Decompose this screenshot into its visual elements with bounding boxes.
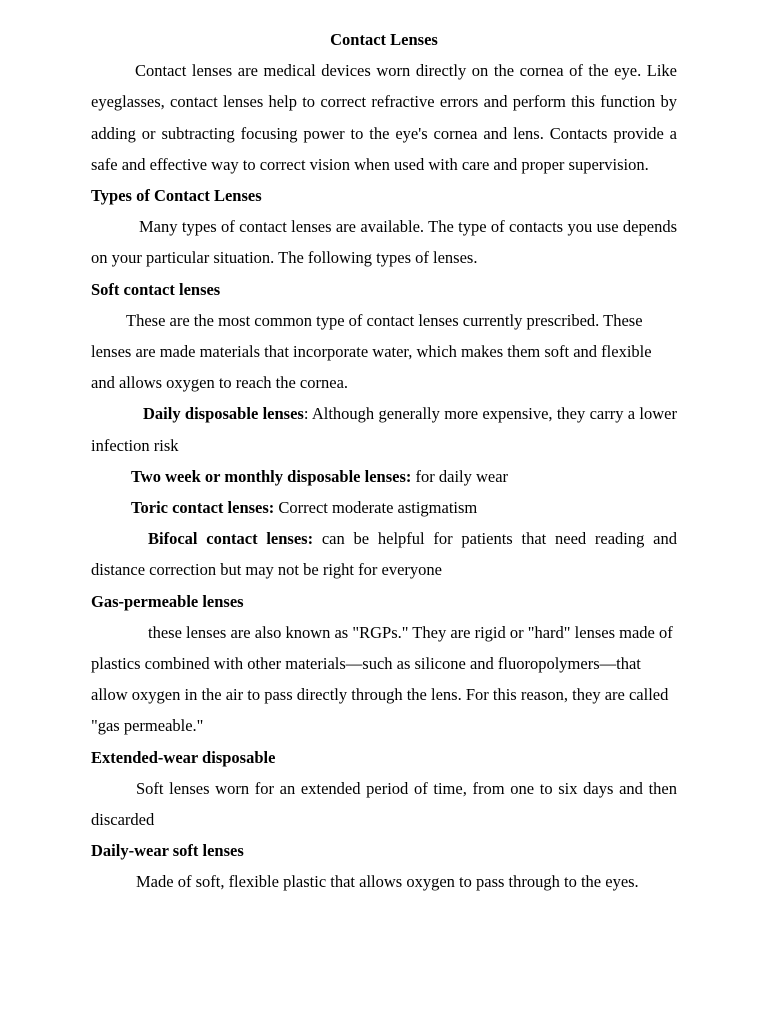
two-week-desc: for daily wear (411, 466, 509, 486)
bifocal-desc: can be helpful for patients that need reading and distance correction but may not be right for everyone (91, 529, 677, 580)
two-week-item (91, 461, 677, 492)
bifocal-item (91, 523, 677, 585)
daily-wear-paragraph: Made of soft, flexible plastic that allows oxygen to pass through to the eyes. (136, 872, 639, 892)
daily-disposable-term: Daily disposable lenses (143, 404, 304, 424)
daily-disposable-desc: : Although generally more expensive, they carry a lower infection risk (91, 404, 677, 455)
toric-item (91, 492, 677, 523)
toric-term: Toric contact lenses: (131, 498, 275, 518)
two-week-term: Two week or monthly disposable lenses: (131, 466, 412, 486)
gas-permeable-heading: Gas-permeable lenses (91, 591, 244, 611)
types-heading: Types of Contact Lenses (91, 186, 262, 206)
intro-paragraph: Contact lenses are medical devices worn directly on the cornea of the eye. Like eyeglasses, contact lenses help to correct refractive errors and perform this function by adding or subtracting focusing power to the eye's cornea and lens. Contacts provide a safe and effective way to correct vision when used with care and proper supervision. (91, 61, 677, 174)
daily-wear-heading: Daily-wear soft lenses (91, 841, 244, 861)
page-title: Contact Lenses (330, 30, 438, 49)
soft-lenses-heading: Soft contact lenses (91, 279, 221, 299)
extended-wear-heading: Extended-wear disposable (91, 747, 276, 767)
toric-desc: Correct moderate astigmatism (274, 498, 478, 518)
extended-wear-paragraph: Soft lenses worn for an extended period of time, from one to six days and then discarded (91, 778, 677, 830)
types-paragraph: Many types of contact lenses are available. The type of contacts you use depends on your particular situation. The following types of lenses. (91, 217, 677, 268)
daily-disposable-item (91, 398, 677, 460)
soft-lenses-paragraph: These are the most common type of contact lenses currently prescribed. These lenses are made materials that incorporate water, which makes them soft and flexible and allows oxygen to reach the cornea. (91, 310, 652, 393)
bifocal-term: Bifocal contact lenses: (148, 529, 314, 549)
gas-permeable-paragraph: these lenses are also known as "RGPs." They are rigid or "hard" lenses made of plastics combined with other materials—such as silicone and fluoropolymers—that allow oxygen in the air to pass directly through the lens. For this reason, they are called "gas permeable." (91, 622, 673, 736)
